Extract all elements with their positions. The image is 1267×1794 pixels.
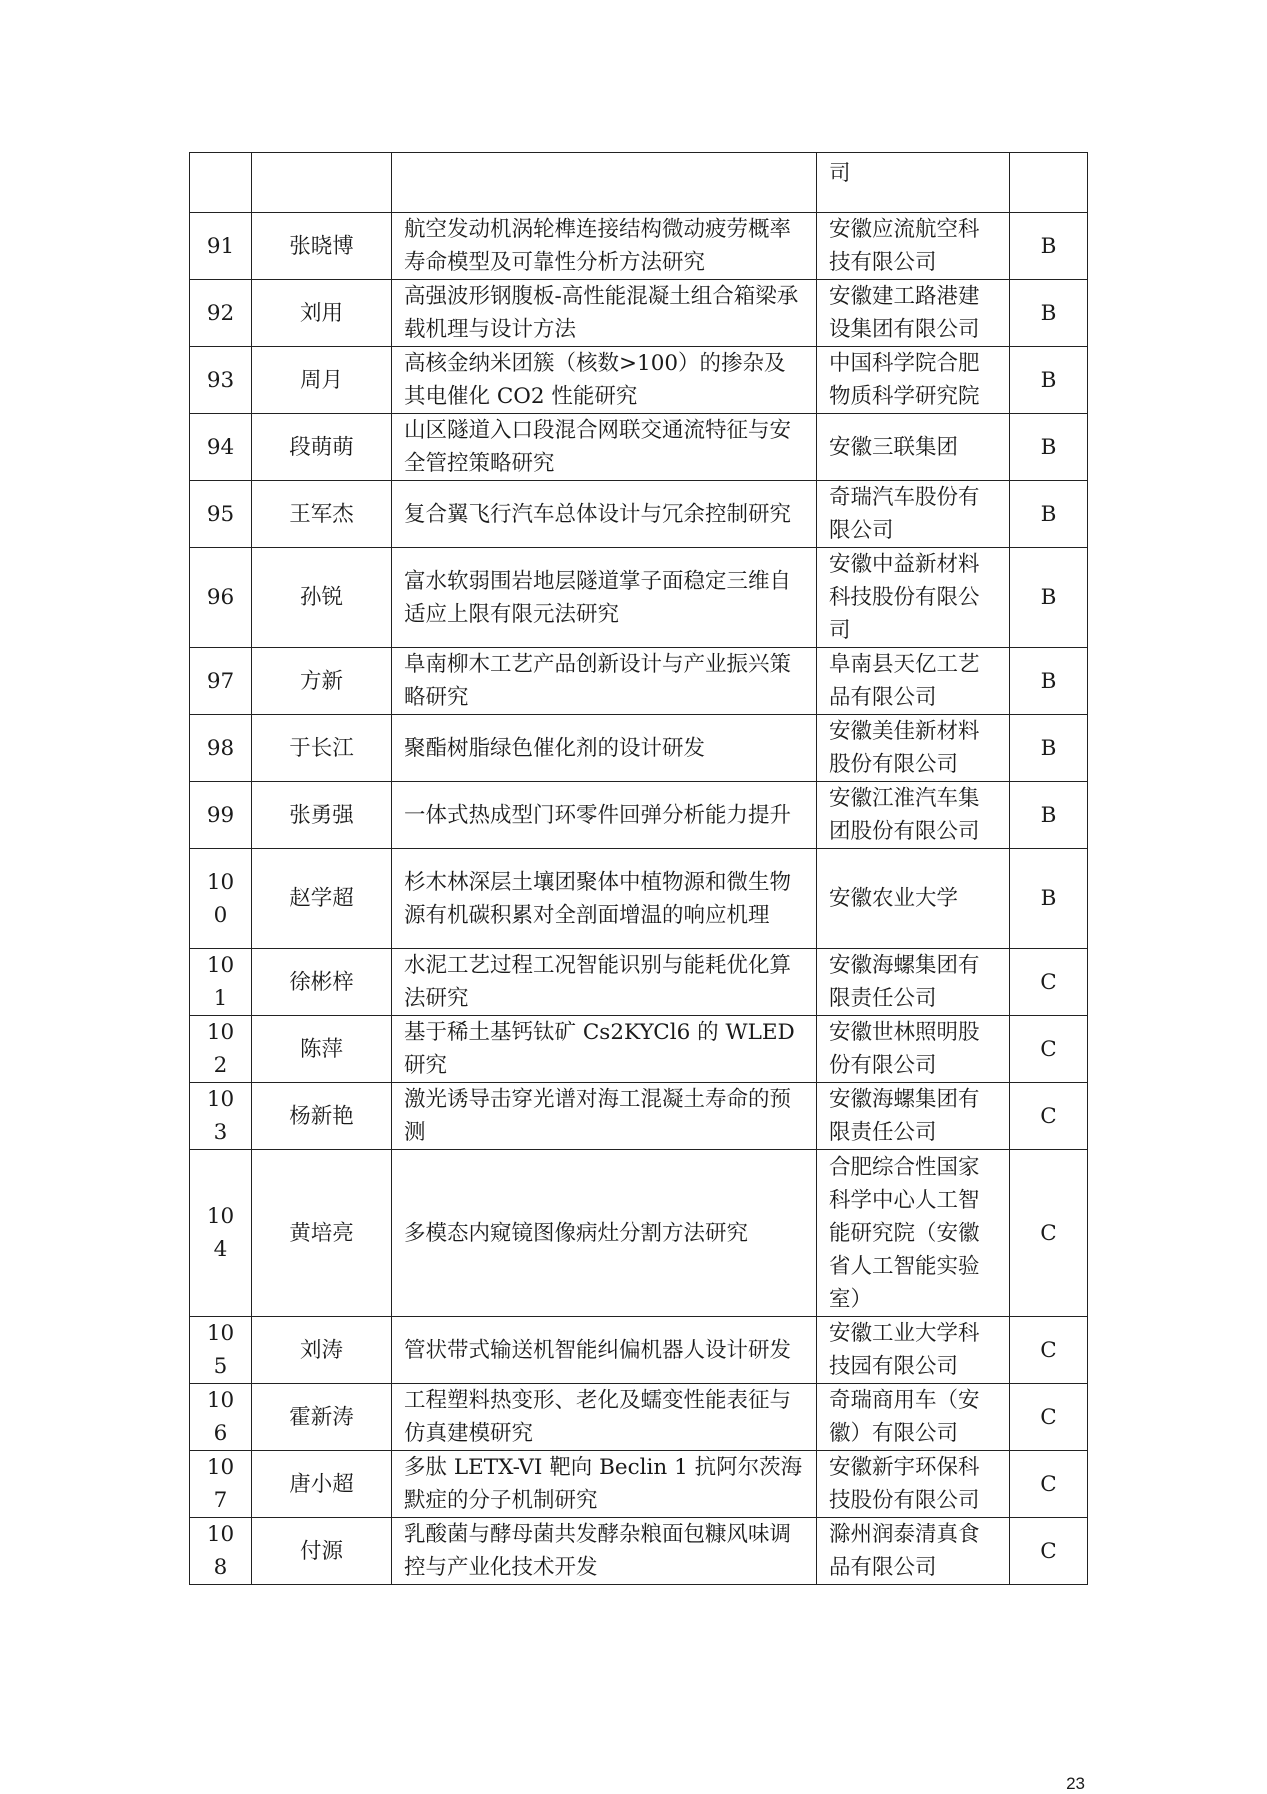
person-name: 孙锐 xyxy=(252,548,392,648)
organization: 安徽新宇环保科技股份有限公司 xyxy=(817,1451,1010,1518)
person-name: 唐小超 xyxy=(252,1451,392,1518)
grade: C xyxy=(1010,1451,1088,1518)
grade: C xyxy=(1010,1384,1088,1451)
grade: C xyxy=(1010,949,1088,1016)
table-row xyxy=(190,648,1088,715)
person-name: 刘用 xyxy=(252,280,392,347)
organization: 合肥综合性国家科学中心人工智能研究院（安徽省人工智能实验室） xyxy=(817,1150,1010,1317)
grade: B xyxy=(1010,213,1088,280)
organization: 安徽农业大学 xyxy=(817,849,1010,949)
grade: C xyxy=(1010,1518,1088,1585)
person-name: 付源 xyxy=(252,1518,392,1585)
table-row xyxy=(190,414,1088,481)
row-number: 107 xyxy=(190,1451,252,1518)
person-name: 张勇强 xyxy=(252,782,392,849)
row-number: 93 xyxy=(190,347,252,414)
project-title: 多模态内窥镜图像病灶分割方法研究 xyxy=(392,1150,817,1317)
organization: 安徽世林照明股份有限公司 xyxy=(817,1016,1010,1083)
project-title: 管状带式输送机智能纠偏机器人设计研发 xyxy=(392,1317,817,1384)
grade: B xyxy=(1010,548,1088,648)
organization: 安徽工业大学科技园有限公司 xyxy=(817,1317,1010,1384)
table-row xyxy=(190,280,1088,347)
project-title: 山区隧道入口段混合网联交通流特征与安全管控策略研究 xyxy=(392,414,817,481)
project-title: 激光诱导击穿光谱对海工混凝土寿命的预测 xyxy=(392,1083,817,1150)
project-title: 高强波形钢腹板-高性能混凝土组合箱梁承载机理与设计方法 xyxy=(392,280,817,347)
row-number: 103 xyxy=(190,1083,252,1150)
grade: B xyxy=(1010,414,1088,481)
person-name: 刘涛 xyxy=(252,1317,392,1384)
person-name: 黄培亮 xyxy=(252,1150,392,1317)
project-title: 复合翼飞行汽车总体设计与冗余控制研究 xyxy=(392,481,817,548)
organization: 奇瑞商用车（安徽）有限公司 xyxy=(817,1384,1010,1451)
row-number: 106 xyxy=(190,1384,252,1451)
organization: 安徽中益新材料科技股份有限公司 xyxy=(817,548,1010,648)
row-number: 98 xyxy=(190,715,252,782)
project-title: 乳酸菌与酵母菌共发酵杂粮面包糠风味调控与产业化技术开发 xyxy=(392,1518,817,1585)
row-number: 94 xyxy=(190,414,252,481)
person-name xyxy=(252,153,392,213)
project-title: 杉木林深层土壤团聚体中植物源和微生物源有机碳积累对全剖面增温的响应机理 xyxy=(392,849,817,949)
organization: 安徽三联集团 xyxy=(817,414,1010,481)
grade: B xyxy=(1010,481,1088,548)
row-number: 95 xyxy=(190,481,252,548)
organization: 滁州润泰清真食品有限公司 xyxy=(817,1518,1010,1585)
grade: C xyxy=(1010,1317,1088,1384)
person-name: 霍新涛 xyxy=(252,1384,392,1451)
organization: 奇瑞汽车股份有限公司 xyxy=(817,481,1010,548)
person-name: 周月 xyxy=(252,347,392,414)
organization: 安徽海螺集团有限责任公司 xyxy=(817,1083,1010,1150)
table-row xyxy=(190,153,1088,213)
organization: 司 xyxy=(817,153,1010,213)
project-title: 基于稀土基钙钛矿 Cs2KYCl6 的 WLED 研究 xyxy=(392,1016,817,1083)
organization: 安徽美佳新材料股份有限公司 xyxy=(817,715,1010,782)
table-row xyxy=(190,949,1088,1016)
grade: C xyxy=(1010,1150,1088,1317)
row-number: 99 xyxy=(190,782,252,849)
table-row xyxy=(190,548,1088,648)
grade: B xyxy=(1010,280,1088,347)
project-title: 富水软弱围岩地层隧道掌子面稳定三维自适应上限有限元法研究 xyxy=(392,548,817,648)
grade: B xyxy=(1010,782,1088,849)
row-number: 108 xyxy=(190,1518,252,1585)
project-title: 高核金纳米团簇（核数>100）的掺杂及其电催化 CO2 性能研究 xyxy=(392,347,817,414)
project-title: 工程塑料热变形、老化及蠕变性能表征与仿真建模研究 xyxy=(392,1384,817,1451)
grade: B xyxy=(1010,347,1088,414)
person-name: 赵学超 xyxy=(252,849,392,949)
table-row xyxy=(190,347,1088,414)
table-row xyxy=(190,1083,1088,1150)
grade: B xyxy=(1010,715,1088,782)
row-number: 92 xyxy=(190,280,252,347)
project-title xyxy=(392,153,817,213)
table-row xyxy=(190,1150,1088,1317)
grade: B xyxy=(1010,648,1088,715)
organization: 阜南县天亿工艺品有限公司 xyxy=(817,648,1010,715)
person-name: 杨新艳 xyxy=(252,1083,392,1150)
table-row xyxy=(190,213,1088,280)
grade: B xyxy=(1010,849,1088,949)
person-name: 张晓博 xyxy=(252,213,392,280)
organization: 安徽建工路港建设集团有限公司 xyxy=(817,280,1010,347)
row-number: 105 xyxy=(190,1317,252,1384)
row-number: 97 xyxy=(190,648,252,715)
row-number: 91 xyxy=(190,213,252,280)
grade: C xyxy=(1010,1016,1088,1083)
page-number: 23 xyxy=(1066,1774,1085,1793)
organization: 安徽江淮汽车集团股份有限公司 xyxy=(817,782,1010,849)
table-row xyxy=(190,1451,1088,1518)
row-number: 104 xyxy=(190,1150,252,1317)
person-name: 于长江 xyxy=(252,715,392,782)
awards-table xyxy=(189,152,1088,1585)
project-title: 水泥工艺过程工况智能识别与能耗优化算法研究 xyxy=(392,949,817,1016)
table-row xyxy=(190,1384,1088,1451)
project-title: 阜南柳木工艺产品创新设计与产业振兴策略研究 xyxy=(392,648,817,715)
table-row xyxy=(190,715,1088,782)
person-name: 方新 xyxy=(252,648,392,715)
table-row xyxy=(190,849,1088,949)
organization: 安徽应流航空科技有限公司 xyxy=(817,213,1010,280)
table-row xyxy=(190,1317,1088,1384)
person-name: 段萌萌 xyxy=(252,414,392,481)
row-number: 96 xyxy=(190,548,252,648)
person-name: 徐彬梓 xyxy=(252,949,392,1016)
row-number: 102 xyxy=(190,1016,252,1083)
table-row xyxy=(190,1518,1088,1585)
row-number: 100 xyxy=(190,849,252,949)
row-number xyxy=(190,153,252,213)
organization: 安徽海螺集团有限责任公司 xyxy=(817,949,1010,1016)
project-title: 聚酯树脂绿色催化剂的设计研发 xyxy=(392,715,817,782)
project-title: 航空发动机涡轮榫连接结构微动疲劳概率寿命模型及可靠性分析方法研究 xyxy=(392,213,817,280)
table-row xyxy=(190,1016,1088,1083)
grade: C xyxy=(1010,1083,1088,1150)
awards-table-body xyxy=(190,153,1088,1585)
person-name: 王军杰 xyxy=(252,481,392,548)
table-row xyxy=(190,782,1088,849)
grade xyxy=(1010,153,1088,213)
person-name: 陈萍 xyxy=(252,1016,392,1083)
organization: 中国科学院合肥物质科学研究院 xyxy=(817,347,1010,414)
project-title: 一体式热成型门环零件回弹分析能力提升 xyxy=(392,782,817,849)
project-title: 多肽 LETX-VI 靶向 Beclin 1 抗阿尔茨海默症的分子机制研究 xyxy=(392,1451,817,1518)
table-row xyxy=(190,481,1088,548)
row-number: 101 xyxy=(190,949,252,1016)
